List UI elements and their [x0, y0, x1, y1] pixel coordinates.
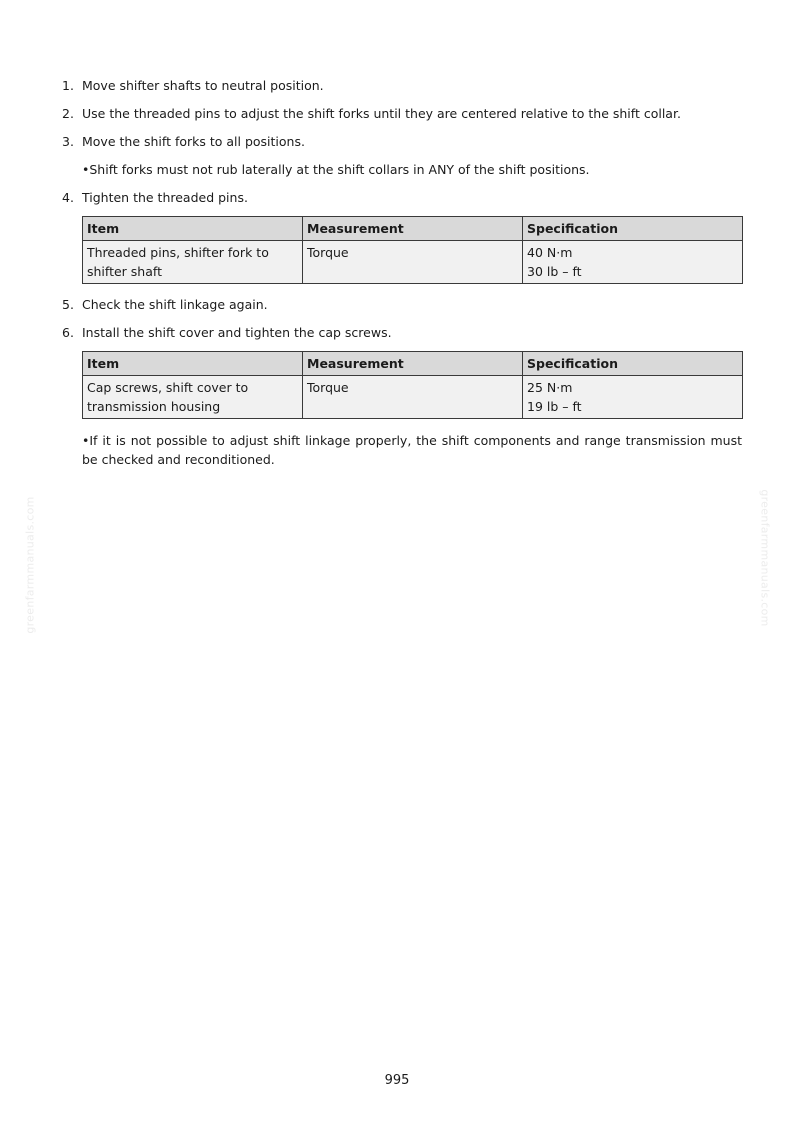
step-text: Use the threaded pins to adjust the shift forks until they are centered relative to the shift collar. [82, 106, 681, 121]
step-number: 1. [62, 78, 74, 93]
step-3-note: •Shift forks must not rub laterally at the shift collars in ANY of the shift positions. [82, 162, 590, 177]
spec-imperial: 19 lb – ft [527, 399, 582, 414]
final-note: •If it is not possible to adjust shift linkage properly, the shift components and range transmission must be checked and reconditioned. [82, 433, 742, 467]
spec-imperial: 30 lb – ft [527, 264, 582, 279]
table-row [83, 376, 743, 419]
spec-metric: 25 N·m [527, 380, 573, 395]
table-header-row [83, 352, 743, 376]
step-3 [62, 133, 742, 151]
page-number: 995 [384, 1073, 410, 1088]
watermark-right: greenfarmmanuals.com [758, 489, 772, 627]
header-item: Item [83, 352, 303, 376]
step-2 [62, 105, 742, 123]
cell-specification [523, 376, 743, 419]
header-specification: Specification [523, 352, 743, 376]
table-row [83, 241, 743, 284]
watermark-left: greenfarmmanuals.com [23, 496, 37, 634]
spec-table-threaded-pins [82, 216, 743, 284]
cell-measurement: Torque [303, 376, 523, 419]
step-6 [62, 324, 742, 342]
step-text: Move shifter shafts to neutral position. [82, 78, 324, 93]
step-number: 6. [62, 325, 74, 340]
step-number: 3. [62, 134, 74, 149]
header-measurement: Measurement [303, 352, 523, 376]
cell-measurement: Torque [303, 241, 523, 284]
step-4 [62, 189, 742, 207]
step-text: Move the shift forks to all positions. [82, 134, 305, 149]
spec-table-cap-screws [82, 351, 743, 419]
header-specification: Specification [523, 217, 743, 241]
cell-item: Cap screws, shift cover to transmission housing [83, 376, 303, 419]
step-text: Check the shift linkage again. [82, 297, 268, 312]
header-measurement: Measurement [303, 217, 523, 241]
cell-item: Threaded pins, shifter fork to shifter shaft [83, 241, 303, 284]
spec-metric: 40 N·m [527, 245, 573, 260]
step-number: 2. [62, 106, 74, 121]
step-1 [62, 77, 742, 95]
step-5 [62, 296, 742, 314]
step-text: Tighten the threaded pins. [82, 190, 248, 205]
header-item: Item [83, 217, 303, 241]
step-number: 4. [62, 190, 74, 205]
step-number: 5. [62, 297, 74, 312]
page-content [62, 77, 742, 479]
table-header-row [83, 217, 743, 241]
step-text: Install the shift cover and tighten the cap screws. [82, 325, 392, 340]
cell-specification [523, 241, 743, 284]
